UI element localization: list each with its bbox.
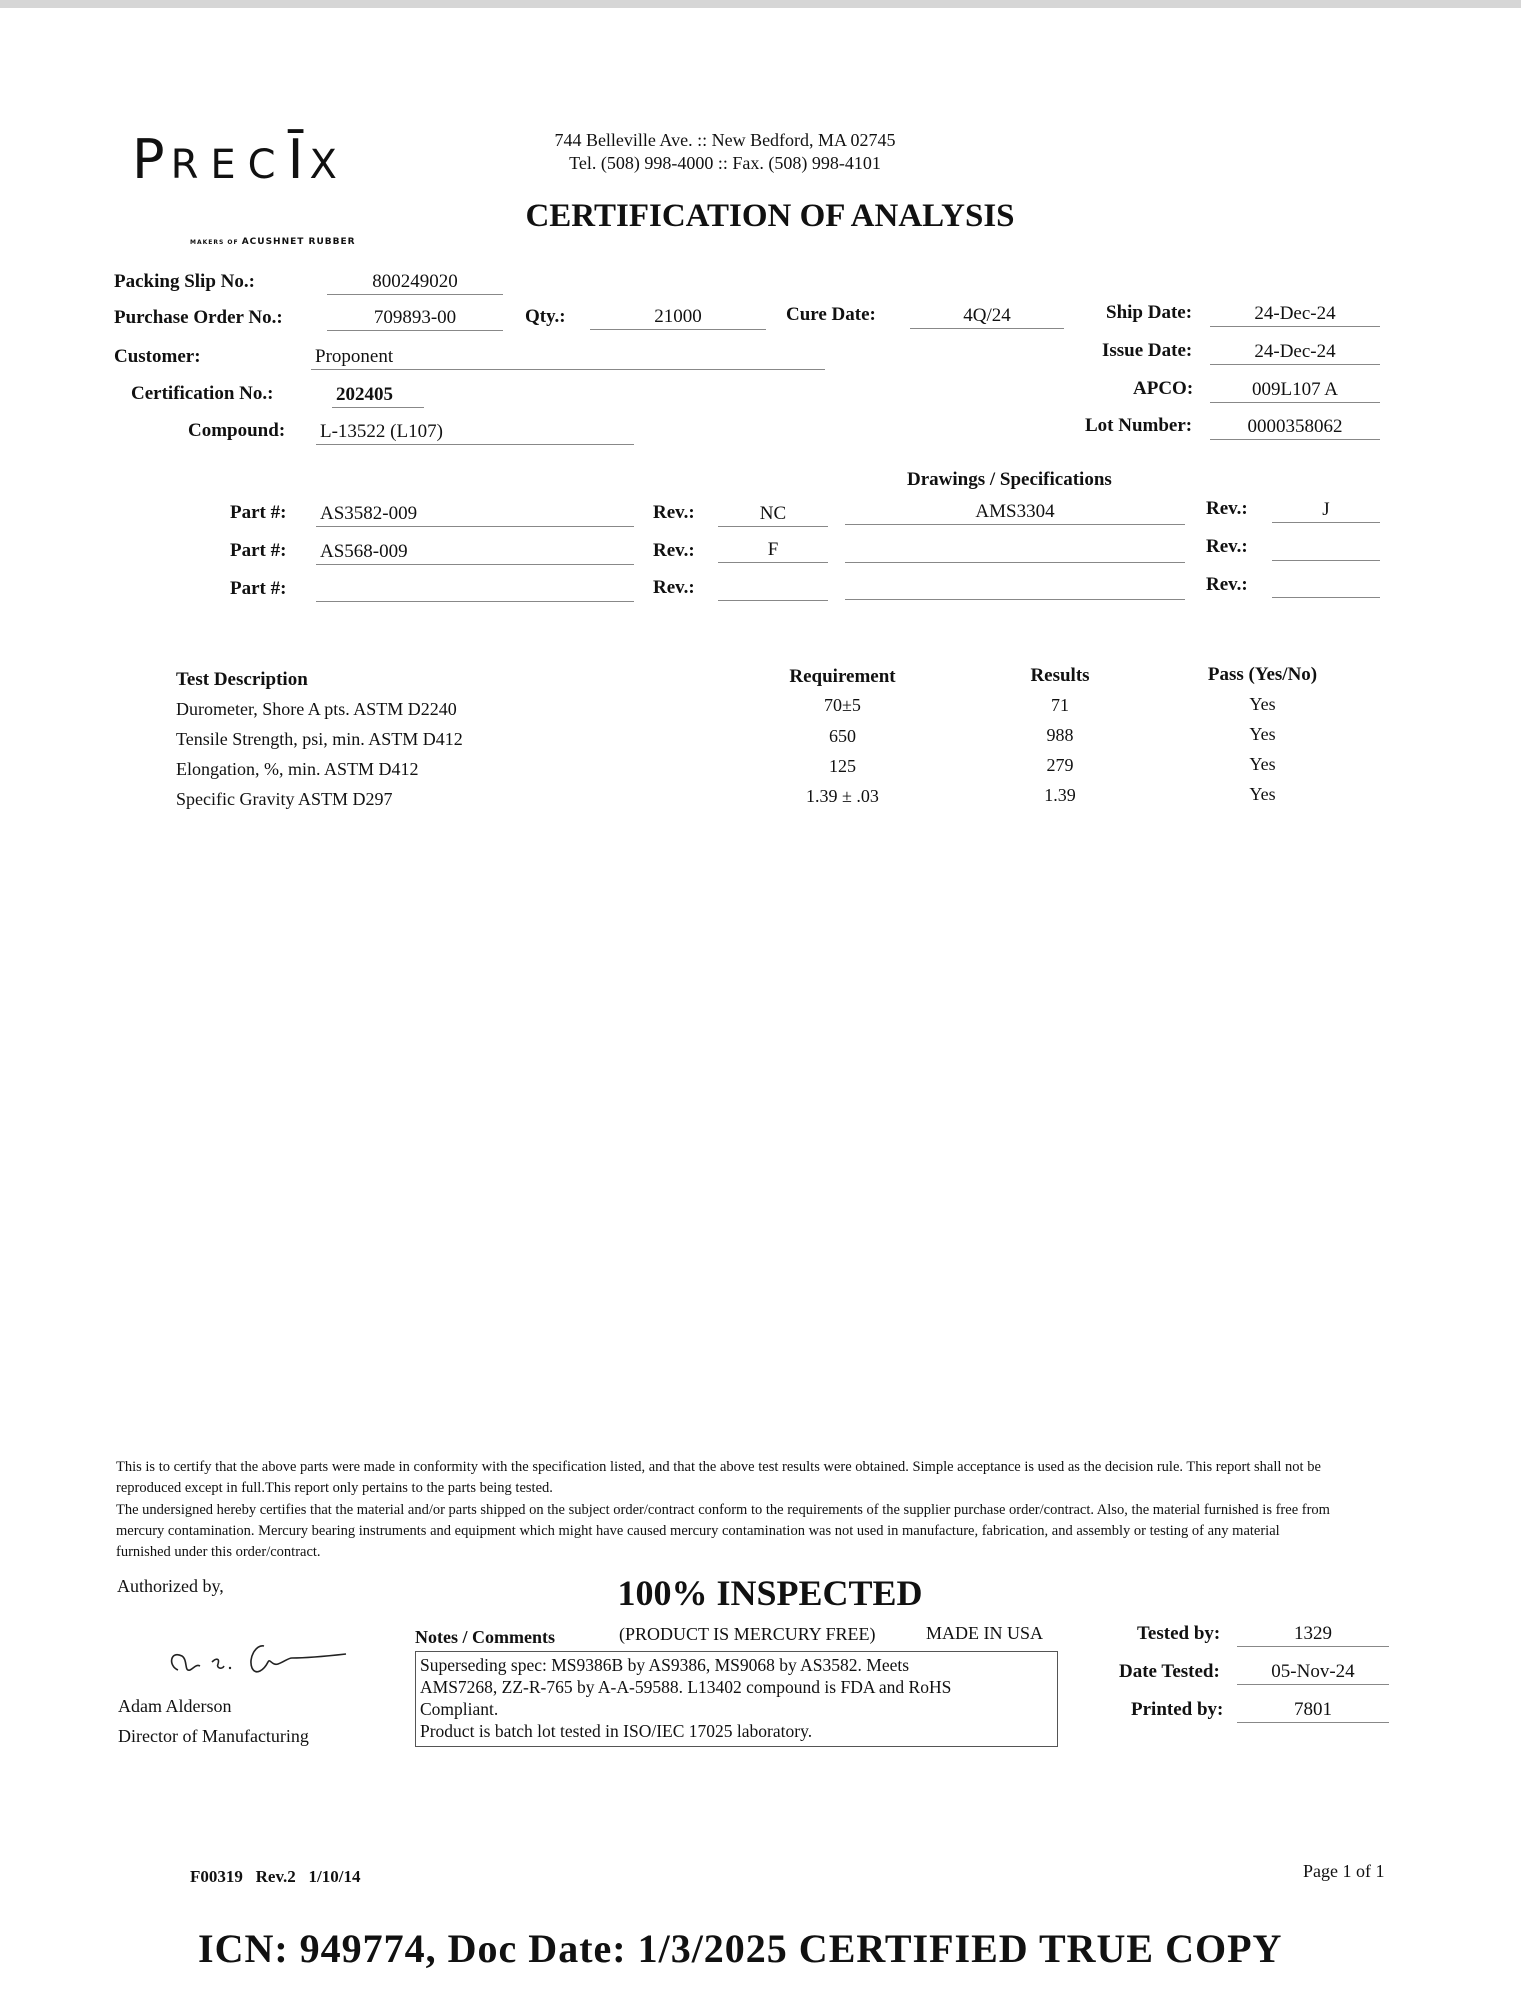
part-rev-value: NC: [718, 502, 828, 527]
lot-number-label: Lot Number:: [1085, 415, 1193, 436]
lot-number-value: 0000358062: [1210, 415, 1380, 440]
part-label: Part #:: [230, 502, 287, 523]
signature: [160, 1628, 350, 1688]
compound-value: L-13522 (L107): [316, 420, 634, 445]
packing-slip-label: Packing Slip No.:: [114, 271, 255, 292]
printed-by-value: 7801: [1237, 1698, 1389, 1723]
spec-rev-value: [1272, 536, 1380, 561]
apco-label: APCO:: [1133, 378, 1194, 399]
cure-date-label: Cure Date:: [786, 304, 876, 325]
precix-logo: [132, 128, 349, 191]
spec-value: [845, 538, 1185, 563]
signer-title: Director of Manufacturing: [118, 1726, 309, 1746]
logo-subtitle: MAKERS OF ACUSHNET RUBBER: [190, 237, 356, 247]
form-rev: Rev.2: [255, 1867, 296, 1886]
test-requirement: 650: [829, 726, 856, 746]
form-no: F00319: [190, 1867, 243, 1886]
part-rev-value: F: [718, 538, 828, 563]
notes-line: Product is batch lot tested in ISO/IEC 17025 laboratory.: [420, 1721, 813, 1741]
tested-by-value: 1329: [1237, 1622, 1389, 1647]
notes-line: Compliant.: [420, 1699, 499, 1719]
part-rev-label: Rev.:: [653, 540, 695, 561]
issue-date-value: 24-Dec-24: [1210, 340, 1380, 365]
spec-rev-label: Rev.:: [1206, 574, 1248, 595]
mercury-free-note: (PRODUCT IS MERCURY FREE): [619, 1624, 876, 1644]
company-address: 744 Belleville Ave. :: New Bedford, MA 02745: [554, 130, 896, 150]
part-rev-label: Rev.:: [653, 577, 695, 598]
page-number: Page 1 of 1: [1303, 1861, 1385, 1881]
test-requirement: 1.39 ± .03: [806, 786, 879, 806]
drawings-specs-header: Drawings / Specifications: [907, 469, 1112, 490]
test-result: 1.39: [1044, 785, 1076, 805]
test-description: Specific Gravity ASTM D297: [176, 789, 393, 809]
inspected-stamp: 100% INSPECTED: [617, 1573, 923, 1613]
purchase-order-label: Purchase Order No.:: [114, 307, 283, 328]
apco-value: 009L107 A: [1210, 378, 1380, 403]
results-header: Results: [1030, 665, 1090, 686]
authorized-by-label: Authorized by,: [117, 1576, 224, 1596]
test-result: 71: [1051, 695, 1069, 715]
made-in-usa: MADE IN USA: [926, 1623, 1043, 1643]
tested-by-label: Tested by:: [1137, 1623, 1221, 1644]
test-pass: Yes: [1249, 784, 1276, 804]
requirement-header: Requirement: [789, 666, 896, 687]
part-rev-value: [718, 576, 828, 601]
company-phone-fax: Tel. (508) 998-4000 :: Fax. (508) 998-4101: [569, 153, 881, 173]
notes-line: AMS7268, ZZ-R-765 by A-A-59588. L13402 compound is FDA and RoHS: [420, 1677, 952, 1697]
part-value: [316, 577, 634, 602]
spec-value: AMS3304: [845, 500, 1185, 525]
test-result: 988: [1046, 725, 1074, 745]
packing-slip-value: 800249020: [327, 270, 503, 295]
ship-date-value: 24-Dec-24: [1210, 302, 1380, 327]
form-date: 1/10/14: [308, 1867, 361, 1886]
customer-value: Proponent: [311, 345, 825, 370]
test-description-header: Test Description: [176, 669, 308, 690]
form-number: [190, 1867, 360, 1887]
certification-no-label: Certification No.:: [131, 383, 274, 404]
test-requirement: 125: [829, 756, 856, 776]
signer-name: Adam Alderson: [118, 1696, 232, 1716]
test-pass: Yes: [1249, 694, 1276, 714]
notes-label: Notes / Comments: [415, 1627, 555, 1647]
test-pass: Yes: [1249, 724, 1276, 744]
document-title: CERTIFICATION OF ANALYSIS: [525, 198, 1015, 234]
certified-copy-stamp: ICN: 949774, Doc Date: 1/3/2025 CERTIFIED TRUE COPY: [198, 1926, 1283, 1971]
notes-line: Superseding spec: MS9386B by AS9386, MS9068 by AS3582. Meets: [420, 1655, 910, 1675]
mercury-statement: The undersigned hereby certifies that the material and/or parts shipped on the subject order/contract conform to the requirements of the supplier purchase order/contract. Also, the material furnished is free from mercury contamination. Mercury bearing instruments and equipment which might have caused mercury contamination was not used in manufacture, fabrication, and assembly or testing of any material furnished under this order/contract.: [116, 1502, 1330, 1560]
date-tested-value: 05-Nov-24: [1237, 1660, 1389, 1685]
logo-wordmark: PRECĪX: [132, 128, 349, 191]
spec-rev-label: Rev.:: [1206, 498, 1248, 519]
scan-top-edge: [0, 0, 1521, 8]
spec-rev-value: [1272, 573, 1380, 598]
part-value: AS3582-009: [316, 502, 634, 527]
test-description: Durometer, Shore A pts. ASTM D2240: [176, 699, 457, 719]
test-pass: Yes: [1249, 754, 1276, 774]
issue-date-label: Issue Date:: [1102, 340, 1193, 361]
part-rev-label: Rev.:: [653, 502, 695, 523]
test-description: Elongation, %, min. ASTM D412: [176, 759, 419, 779]
date-tested-label: Date Tested:: [1119, 1661, 1220, 1682]
printed-by-label: Printed by:: [1131, 1699, 1224, 1720]
certification-no-value: 202405: [332, 383, 424, 408]
spec-value: [845, 575, 1185, 600]
compound-label: Compound:: [188, 420, 286, 441]
certification-statement: This is to certify that the above parts were made in conformity with the specification listed, and that the above test results were obtained. Simple acceptance is used as the decision rule. This report shall not be reproduced except in full.This report only pertains to the parts being tested.: [116, 1459, 1321, 1496]
test-description: Tensile Strength, psi, min. ASTM D412: [176, 729, 463, 749]
part-value: AS568-009: [316, 540, 634, 565]
test-result: 279: [1046, 755, 1074, 775]
qty-value: 21000: [590, 305, 766, 330]
pass-header: Pass (Yes/No): [1207, 664, 1318, 685]
spec-rev-value: J: [1272, 498, 1380, 523]
test-requirement: 70±5: [824, 695, 861, 715]
notes-box: [415, 1651, 1058, 1747]
part-label: Part #:: [230, 540, 287, 561]
spec-rev-label: Rev.:: [1206, 536, 1248, 557]
part-label: Part #:: [230, 578, 287, 599]
customer-label: Customer:: [114, 346, 201, 367]
purchase-order-value: 709893-00: [327, 306, 503, 331]
qty-label: Qty.:: [525, 306, 566, 327]
ship-date-label: Ship Date:: [1106, 302, 1193, 323]
cure-date-value: 4Q/24: [910, 304, 1064, 329]
